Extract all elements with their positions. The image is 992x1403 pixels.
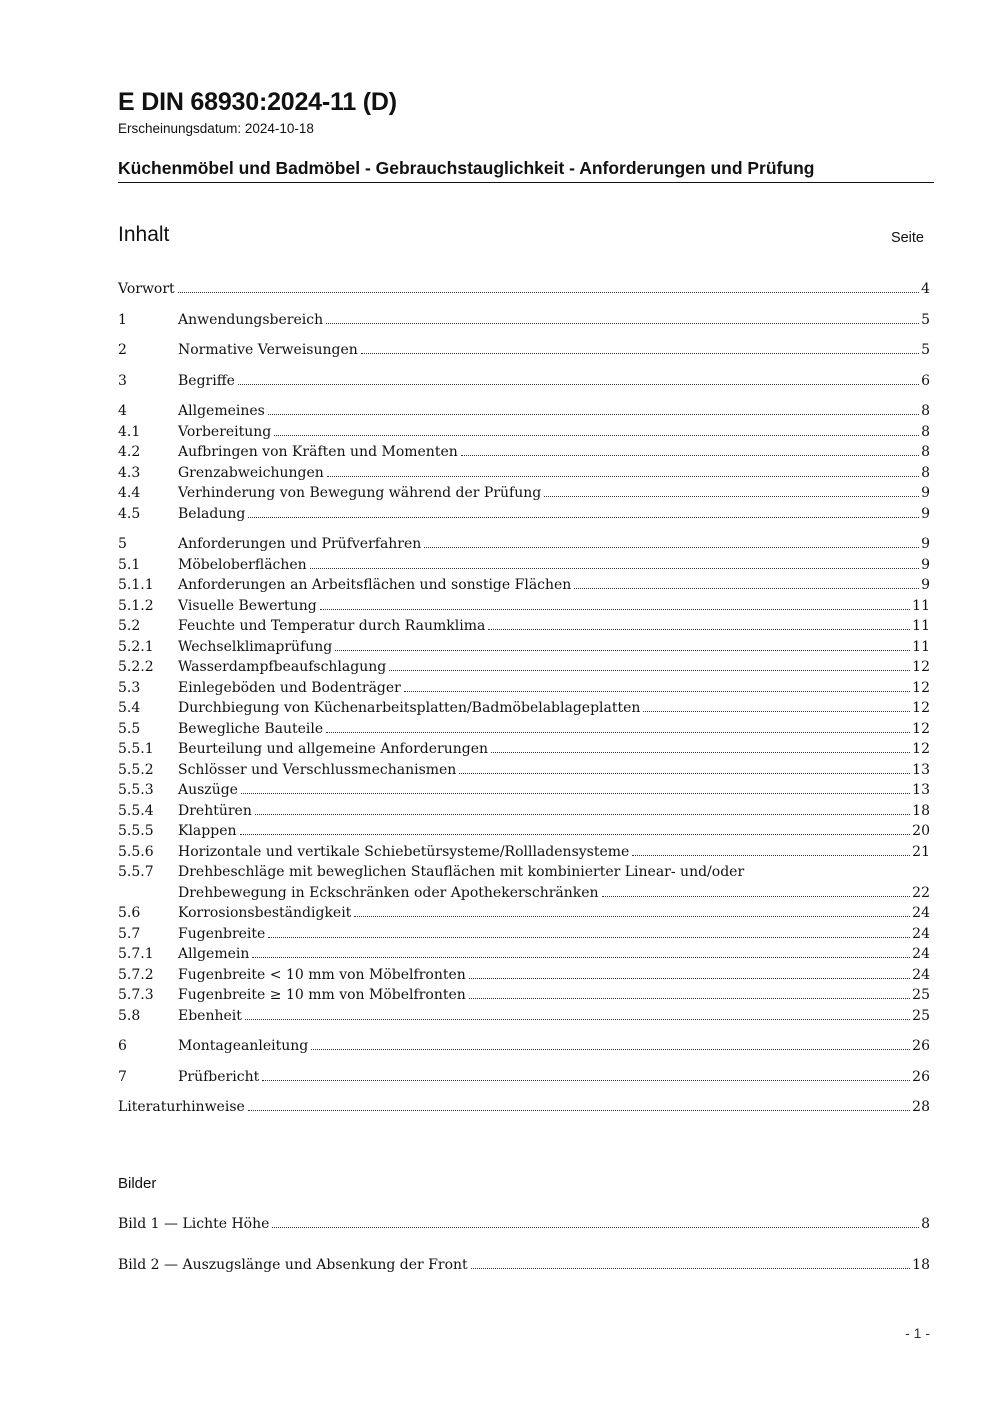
toc-entry-text: Drehbewegung in Eckschränken oder Apothekerschränken bbox=[178, 884, 599, 901]
toc-leader-dots bbox=[320, 609, 910, 610]
toc-leader-dots bbox=[424, 547, 919, 548]
toc-entry-text: Auszüge bbox=[178, 782, 238, 798]
toc-entry-text: Ebenheit bbox=[178, 1007, 242, 1024]
toc-leader-dots bbox=[268, 414, 919, 415]
toc-entry[interactable] bbox=[118, 371, 930, 392]
toc-entry[interactable] bbox=[118, 1006, 930, 1027]
toc-leader-dots bbox=[469, 978, 910, 979]
toc-entry-text: Vorbereitung bbox=[178, 423, 272, 440]
toc-entry-page: 26 bbox=[912, 1038, 930, 1054]
toc-entry-page: 26 bbox=[912, 1068, 930, 1085]
toc-entry-text: Vorwort bbox=[118, 281, 175, 297]
toc-entry[interactable] bbox=[118, 944, 930, 965]
toc-entry-text: Horizontale und vertikale Schiebetürsysteme/Rollladensysteme bbox=[178, 843, 630, 860]
toc-entry-number: 5.5.7 bbox=[118, 864, 154, 880]
toc-entry-text: Aufbringen von Kräften und Momenten bbox=[178, 444, 458, 460]
table-of-contents bbox=[118, 279, 930, 1118]
toc-leader-dots bbox=[632, 855, 910, 856]
toc-leader-dots bbox=[262, 1080, 910, 1081]
toc-entry[interactable] bbox=[118, 483, 930, 504]
toc-entry-page: 24 bbox=[912, 946, 930, 962]
toc-leader-dots bbox=[310, 568, 919, 569]
toc-entry-page: 18 bbox=[912, 802, 930, 819]
toc-entry-text: Klappen bbox=[178, 823, 237, 839]
toc-entry-text: Beurteilung und allgemeine Anforderungen bbox=[178, 741, 489, 757]
toc-entry-number: 5.4 bbox=[118, 700, 141, 716]
toc-entry-number: 5.7.2 bbox=[118, 966, 154, 983]
toc-entry-text: Einlegeböden und Bodenträger bbox=[178, 679, 401, 696]
toc-entry-page: 24 bbox=[912, 966, 930, 983]
toc-entry-text: Wechselklimaprüfung bbox=[178, 638, 333, 655]
toc-entry-number: 5.5.6 bbox=[118, 843, 154, 860]
toc-entry-number: 5.1 bbox=[118, 556, 141, 573]
toc-entry[interactable] bbox=[118, 821, 930, 842]
toc-entry[interactable] bbox=[118, 534, 930, 555]
toc-entry-page: 28 bbox=[912, 1099, 930, 1115]
toc-leader-dots bbox=[326, 732, 910, 733]
page-column-label: Seite bbox=[890, 230, 924, 246]
toc-leader-dots bbox=[404, 691, 910, 692]
toc-entry-page: 21 bbox=[912, 843, 930, 860]
toc-entry-page: 8 bbox=[921, 403, 930, 419]
toc-leader-dots bbox=[248, 517, 919, 518]
toc-entry-page: 13 bbox=[912, 761, 930, 778]
toc-entry-page: 12 bbox=[912, 679, 930, 696]
toc-entry-number: 5.5.3 bbox=[118, 782, 154, 798]
toc-entry-text: Anforderungen an Arbeitsflächen und sonstige Flächen bbox=[178, 577, 572, 593]
toc-leader-dots bbox=[354, 916, 910, 917]
toc-entry-number: 2 bbox=[118, 342, 127, 358]
toc-entry-number: 5.5 bbox=[118, 720, 141, 737]
toc-entry[interactable] bbox=[118, 1036, 930, 1057]
toc-leader-dots bbox=[268, 937, 910, 938]
toc-entry-number: 5.8 bbox=[118, 1007, 141, 1024]
toc-entry-page: 11 bbox=[912, 638, 930, 655]
figure-leader-dots bbox=[272, 1227, 919, 1228]
toc-leader-dots bbox=[327, 476, 919, 477]
toc-entry-text: Begriffe bbox=[178, 372, 235, 389]
toc-leader-dots bbox=[461, 455, 919, 456]
toc-entry[interactable] bbox=[118, 616, 930, 637]
figure-leader-dots bbox=[471, 1268, 911, 1269]
toc-entry-text: Visuelle Bewertung bbox=[178, 597, 317, 614]
toc-entry[interactable] bbox=[118, 883, 930, 904]
toc-leader-dots bbox=[488, 629, 910, 630]
toc-entry-number: 5.5.1 bbox=[118, 741, 154, 757]
toc-leader-dots bbox=[326, 323, 919, 324]
toc-leader-dots bbox=[574, 588, 919, 589]
toc-entry-number: 6 bbox=[118, 1038, 127, 1054]
toc-entry-number: 5.7.3 bbox=[118, 987, 154, 1003]
toc-entry-number: 4.4 bbox=[118, 485, 141, 501]
figure-entry-text: Bild 2 — Auszugslänge und Absenkung der Front bbox=[118, 1256, 468, 1273]
toc-entry-number: 5 bbox=[118, 536, 127, 552]
toc-entry-page: 25 bbox=[912, 1007, 930, 1024]
toc-entry[interactable] bbox=[118, 637, 930, 658]
toc-leader-dots bbox=[255, 814, 910, 815]
toc-entry[interactable] bbox=[118, 862, 930, 883]
toc-entry-text: Fugenbreite ≥ 10 mm von Möbelfronten bbox=[178, 987, 466, 1003]
figure-entry-page: 18 bbox=[912, 1256, 930, 1273]
toc-entry[interactable] bbox=[118, 279, 930, 300]
toc-entry-number: 5.3 bbox=[118, 679, 141, 696]
toc-entry-page: 9 bbox=[921, 485, 930, 501]
toc-entry[interactable] bbox=[118, 760, 930, 781]
toc-entry-text: Drehtüren bbox=[178, 802, 252, 819]
toc-entry-number: 5.7.1 bbox=[118, 946, 154, 962]
toc-entry-number: 7 bbox=[118, 1068, 127, 1085]
toc-entry-text: Montageanleitung bbox=[178, 1038, 309, 1054]
toc-entry-number: 5.2.1 bbox=[118, 638, 154, 655]
toc-entry-page: 4 bbox=[921, 281, 930, 297]
document-title: Küchenmöbel und Badmöbel - Gebrauchstauglichkeit - Anforderungen und Prüfung bbox=[118, 158, 815, 178]
toc-leader-dots bbox=[248, 1110, 910, 1111]
toc-entry-number: 1 bbox=[118, 311, 127, 328]
toc-entry-text: Korrosionsbeständigkeit bbox=[178, 905, 352, 921]
toc-entry-text: Fugenbreite < 10 mm von Möbelfronten bbox=[178, 966, 466, 983]
figure-entry-text: Bild 1 — Lichte Höhe bbox=[118, 1216, 270, 1232]
toc-leader-dots bbox=[544, 496, 919, 497]
toc-entry-page: 11 bbox=[912, 618, 930, 634]
toc-entry[interactable] bbox=[118, 401, 930, 422]
toc-entry-page: 13 bbox=[912, 782, 930, 798]
toc-entry[interactable] bbox=[118, 1067, 930, 1088]
toc-leader-dots bbox=[274, 435, 919, 436]
toc-entry-text: Wasserdampfbeaufschlagung bbox=[178, 659, 387, 675]
toc-entry-number: 5.7 bbox=[118, 925, 141, 942]
toc-entry-text: Grenzabweichungen bbox=[178, 464, 324, 481]
toc-leader-dots bbox=[240, 834, 911, 835]
toc-entry-number: 4.2 bbox=[118, 444, 141, 460]
toc-entry-number: 5.6 bbox=[118, 905, 141, 921]
toc-leader-dots bbox=[389, 670, 910, 671]
toc-entry-page: 8 bbox=[921, 464, 930, 481]
toc-entry-text: Anforderungen und Prüfverfahren bbox=[178, 536, 422, 552]
figure-entry[interactable] bbox=[118, 1255, 930, 1276]
toc-entry-number: 5.5.4 bbox=[118, 802, 154, 819]
toc-leader-dots bbox=[459, 773, 910, 774]
toc-entry-text: Prüfbericht bbox=[178, 1068, 260, 1085]
toc-entry-text: Feuchte und Temperatur durch Raumklima bbox=[178, 618, 486, 634]
toc-entry-text: Schlösser und Verschlussmechanismen bbox=[178, 761, 457, 778]
toc-entry[interactable] bbox=[118, 422, 930, 443]
toc-entry-text: Möbeloberflächen bbox=[178, 556, 307, 573]
toc-entry[interactable] bbox=[118, 801, 930, 822]
toc-heading: Inhalt bbox=[118, 223, 170, 246]
toc-leader-dots bbox=[252, 957, 910, 958]
toc-entry-text: Bewegliche Bauteile bbox=[178, 720, 324, 737]
toc-entry-number: 5.5.2 bbox=[118, 761, 154, 778]
toc-entry-number: 5.2 bbox=[118, 618, 141, 634]
toc-entry-number: 4.3 bbox=[118, 464, 141, 481]
toc-entry-page: 11 bbox=[912, 597, 930, 614]
toc-entry-text: Anwendungsbereich bbox=[178, 311, 324, 328]
toc-entry-page: 12 bbox=[912, 659, 930, 675]
toc-entry-page: 20 bbox=[912, 823, 930, 839]
toc-entry-text: Allgemeines bbox=[178, 403, 265, 419]
toc-leader-dots bbox=[469, 998, 910, 999]
toc-entry-page: 12 bbox=[912, 700, 930, 716]
toc-entry-number: 3 bbox=[118, 372, 127, 389]
toc-entry-page: 9 bbox=[921, 505, 930, 522]
toc-entry[interactable] bbox=[118, 463, 930, 484]
toc-entry[interactable] bbox=[118, 657, 930, 678]
toc-entry[interactable] bbox=[118, 698, 930, 719]
toc-entry-text: Drehbeschläge mit beweglichen Stauflächen mit kombinierter Linear- und/oder bbox=[178, 864, 745, 880]
toc-entry-number: 4 bbox=[118, 403, 127, 419]
title-divider bbox=[118, 182, 934, 183]
publication-date: Erscheinungsdatum: 2024-10-18 bbox=[118, 121, 314, 136]
toc-entry-text: Normative Verweisungen bbox=[178, 342, 358, 358]
toc-entry[interactable] bbox=[118, 555, 930, 576]
toc-entry[interactable] bbox=[118, 924, 930, 945]
toc-entry-page: 9 bbox=[921, 556, 930, 573]
toc-entry-page: 25 bbox=[912, 987, 930, 1003]
toc-entry[interactable] bbox=[118, 678, 930, 699]
toc-leader-dots bbox=[602, 896, 911, 897]
list-of-figures bbox=[118, 1214, 930, 1275]
toc-entry-number: 5.1.1 bbox=[118, 577, 154, 593]
toc-entry-text: Beladung bbox=[178, 505, 246, 522]
toc-entry[interactable] bbox=[118, 504, 930, 525]
toc-leader-dots bbox=[241, 793, 910, 794]
toc-entry[interactable] bbox=[118, 739, 930, 760]
toc-entry-number: 5.2.2 bbox=[118, 659, 154, 675]
toc-entry[interactable] bbox=[118, 780, 930, 801]
toc-leader-dots bbox=[178, 292, 919, 293]
toc-leader-dots bbox=[361, 353, 919, 354]
toc-entry[interactable] bbox=[118, 903, 930, 924]
toc-entry-page: 5 bbox=[921, 342, 930, 358]
toc-entry-text: Fugenbreite bbox=[178, 925, 266, 942]
toc-entry-text: Durchbiegung von Küchenarbeitsplatten/Badmöbelablageplatten bbox=[178, 700, 641, 716]
toc-entry-page: 9 bbox=[921, 577, 930, 593]
toc-entry[interactable] bbox=[118, 1097, 930, 1118]
toc-entry-page: 24 bbox=[912, 905, 930, 921]
toc-leader-dots bbox=[643, 711, 910, 712]
toc-entry-page: 9 bbox=[921, 536, 930, 552]
document-id: E DIN 68930:2024-11 (D) bbox=[118, 88, 397, 116]
toc-entry-page: 5 bbox=[921, 311, 930, 328]
figure-entry[interactable] bbox=[118, 1214, 930, 1235]
toc-entry-text: Verhinderung von Bewegung während der Prüfung bbox=[178, 485, 542, 501]
toc-entry[interactable] bbox=[118, 340, 930, 361]
toc-entry[interactable] bbox=[118, 985, 930, 1006]
toc-entry-page: 8 bbox=[921, 423, 930, 440]
toc-leader-dots bbox=[491, 752, 910, 753]
toc-entry-page: 6 bbox=[921, 372, 930, 389]
toc-entry[interactable] bbox=[118, 719, 930, 740]
toc-entry[interactable] bbox=[118, 310, 930, 331]
toc-leader-dots bbox=[335, 650, 910, 651]
toc-entry-page: 12 bbox=[912, 720, 930, 737]
toc-leader-dots bbox=[245, 1019, 910, 1020]
toc-entry[interactable] bbox=[118, 842, 930, 863]
toc-entry[interactable] bbox=[118, 965, 930, 986]
toc-entry-page: 8 bbox=[921, 444, 930, 460]
toc-entry-number: 5.5.5 bbox=[118, 823, 154, 839]
toc-entry[interactable] bbox=[118, 575, 930, 596]
page-number: - 1 - bbox=[905, 1325, 930, 1341]
toc-entry-number: 4.5 bbox=[118, 505, 141, 522]
toc-leader-dots bbox=[238, 384, 919, 385]
toc-leader-dots bbox=[311, 1049, 910, 1050]
toc-entry-page: 24 bbox=[912, 925, 930, 942]
toc-entry[interactable] bbox=[118, 442, 930, 463]
figures-heading: Bilder bbox=[118, 1175, 157, 1192]
toc-entry-number: 4.1 bbox=[118, 423, 141, 440]
toc-entry-text: Allgemein bbox=[178, 946, 250, 962]
figure-entry-page: 8 bbox=[921, 1216, 930, 1232]
toc-entry-page: 22 bbox=[912, 884, 930, 901]
toc-entry[interactable] bbox=[118, 596, 930, 617]
toc-entry-text: Literaturhinweise bbox=[118, 1099, 245, 1115]
toc-entry-page: 12 bbox=[912, 741, 930, 757]
toc-entry-number: 5.1.2 bbox=[118, 597, 154, 614]
